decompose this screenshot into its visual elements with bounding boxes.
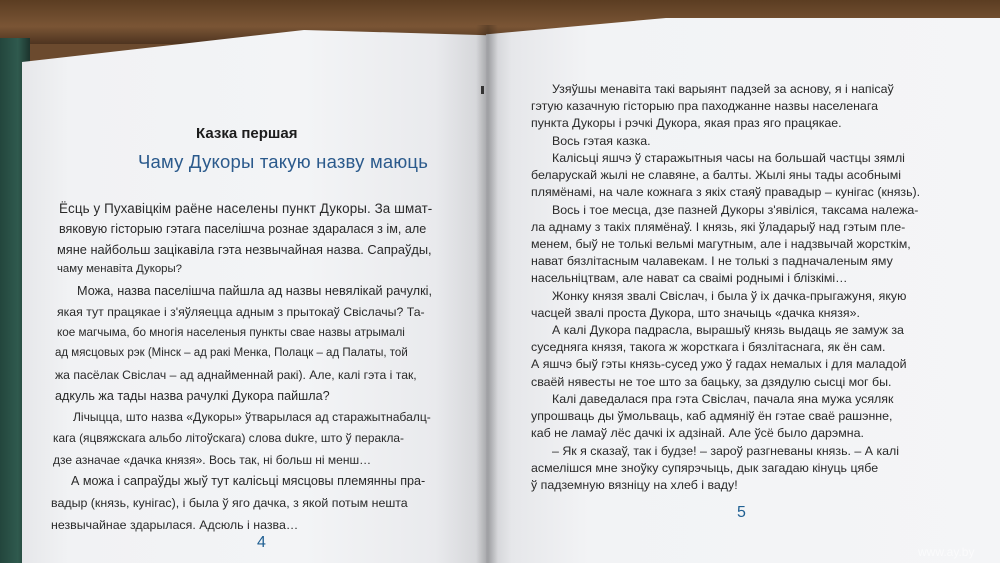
page-number-right: 5	[737, 504, 746, 521]
right-text-line: Калісьці яшчэ ў старажытныя часы на большай частцы зямлі	[552, 151, 905, 165]
right-text-line: гэтую казачную гісторыю пра паходжанне назвы населенага	[531, 99, 878, 113]
watermark: www.ay.by	[918, 545, 975, 559]
left-text-line: А можа і сапраўды жыў тут калісьці мясцовы племянны пра-	[71, 474, 426, 488]
left-text-line: Можа, назва паселішча пайшла ад назвы невялікай рачулкі,	[77, 284, 432, 298]
right-text-line: Вось і тое месца, дзе пазней Дукоры з'явіліся, таксама належа-	[552, 203, 919, 217]
left-text-line: Лічыцца, што назва «Дукоры» ўтварылася ад старажытнабалц-	[73, 410, 431, 424]
left-text-line: чаму менавіта Дукоры?	[57, 263, 183, 275]
right-text-line: ла аднаму з такіх плямёнаў. І князь, які ўладарыў над гэтым пле-	[531, 220, 906, 234]
right-text-line: плямёнамі, на чале кожнага з якіх стаяў правадыр – кунігас (князь).	[531, 185, 921, 199]
right-text-line: асмелішся мне зноўку супярэчыць, дык загадаю кінуць цябе	[531, 461, 879, 475]
right-text-line: насельніцтвам, але нават са сваімі роднымі і блізкімі…	[531, 271, 848, 285]
right-text-line: каб не ламаў лёс дачкі іх адзінай. Але ўсё было дарэмна.	[531, 426, 864, 440]
right-text-line: беларускай жылі не славяне, а балты. Жылі яны тады асобнымі	[531, 168, 902, 182]
right-text-line: А калі Дукора падрасла, вырашыў князь выдаць яе замуж за	[552, 323, 904, 337]
chapter-title: Чаму Дукоры такую назву маюць	[138, 151, 429, 172]
right-text-line: Жонку князя звалі Свіслач, і была ў іх дачка-прыгажуня, якую	[552, 289, 907, 303]
right-text-line: нават бязлітасным чалавекам. І не толькі з падначаленым яму	[531, 254, 893, 268]
page-edge-mark	[481, 86, 484, 94]
left-text-line: мяне найбольш зацікавіла гэта незвычайная назва. Сапраўды,	[57, 242, 432, 257]
right-text-line: сваёй нявесты не тое што за бацьку, за дзядулю сысці мог бы.	[531, 375, 892, 389]
left-text-line: незвычайнае здарылася. Адсюль і назва…	[51, 518, 299, 532]
left-text-line: кое магчыма, бо многія населеныя пункты свае назвы атрымалі	[57, 326, 405, 339]
right-text-line: Калі даведалася пра гэта Свіслач, пачала яна мужа усяляк	[552, 392, 894, 406]
right-text-line: – Як я сказаў, так і будзе! – зароў разгневаны князь. – А калі	[552, 444, 900, 458]
right-text-line: А яшчэ быў гэты князь-сусед ужо ў гадах немалых і для маладой	[531, 357, 907, 371]
left-text-line: дзе азначае «дачка князя». Вось так, ні больш ні менш…	[53, 453, 372, 467]
right-text-line: упрошваць ды ўмольваць, каб адмяніў ён гэтае сваё рашэнне,	[531, 409, 893, 423]
left-text-line: кага (яцвяжскага альбо літоўскага) слова dukre, што ў перакла-	[53, 431, 404, 445]
right-text-line: Узяўшы менавіта такі варыянт падзей за аснову, я і напісаў	[552, 82, 894, 96]
right-text-line: Вось гэтая казка.	[552, 134, 651, 148]
left-text-line: жа пасёлак Свіслач – ад аднайменнай ракі). Але, калі гэта і так,	[55, 368, 417, 382]
left-text-line: Ёсць у Пухавіцкім раёне населены пункт Дукоры. За шмат-	[59, 201, 433, 216]
right-text-line: суседняга князя, такога ж жорсткага і бязлітаснага, як ён сам.	[531, 340, 886, 354]
book-spine	[476, 25, 498, 563]
left-text-line: вяковую гісторыю гэтага паселішча рознае здаралася з ім, але	[59, 222, 427, 236]
right-text-line: пункта Дукоры і рэчкі Дукора, якая праз яго працякае.	[531, 116, 842, 130]
left-text-line: вадыр (князь, кунігас), і была ў яго дачка, з якой потым нешта	[51, 496, 408, 510]
right-text-line: часцей звалі проста Дукора, што значыць «дачка князя».	[531, 306, 860, 320]
left-text-line: якая тут працякае і з'яўляецца адным з прытокаў Свіслачы? Та-	[57, 305, 425, 319]
page-number-left: 4	[257, 534, 266, 551]
left-text-line: адкуль жа тады назва рачулкі Дукора пайшла?	[55, 389, 330, 403]
right-text-line: ў падземную вязніцу на хлеб і ваду!	[531, 478, 738, 492]
chapter-heading: Казка першая	[196, 125, 298, 142]
right-text-line: менем, быў не толькі вельмі магутным, але і надзвычай жорсткім,	[531, 237, 911, 251]
left-text-line: ад мясцовых рэк (Мінск – ад ракі Менка, Полацк – ад Палаты, той	[55, 347, 408, 359]
